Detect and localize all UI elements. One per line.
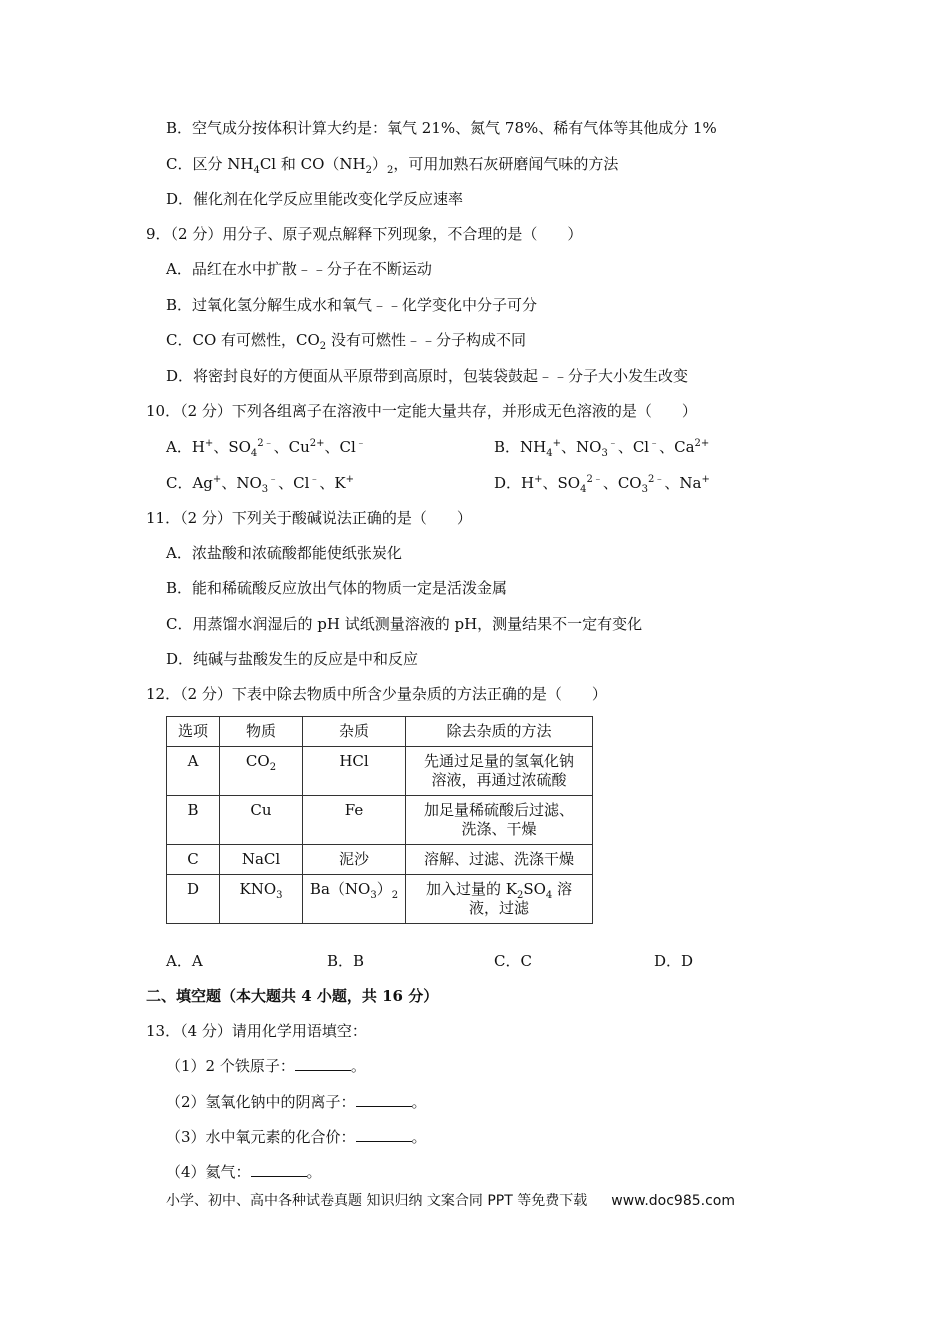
- footer-text: 小学、初中、高中各种试卷真题 知识归纳 文案合同 PPT 等免费下载: [166, 1193, 588, 1209]
- q11-option-b: B．能和稀硫酸反应放出气体的物质一定是活泼金属: [166, 579, 508, 597]
- q12-stem: 12．（2 分）下表中除去物质中所含少量杂质的方法正确的是（ ）: [146, 685, 607, 703]
- table-cell: 加入过量的 $K_2SO_4$ 溶 液，过滤: [406, 875, 593, 924]
- table-row: [167, 796, 593, 845]
- q9-stem: 9．（2 分）用分子、原子观点解释下列现象，不合理的是（ ）: [146, 225, 583, 243]
- table-header: 杂质: [303, 717, 406, 747]
- table-cell: D: [167, 875, 220, 924]
- page-footer: [166, 1191, 735, 1211]
- q12-answer-b: B．B: [327, 952, 365, 970]
- q12-answer-c: C．C: [494, 952, 532, 970]
- q8-option-d: D．催化剂在化学反应里能改变化学反应速率: [166, 190, 464, 208]
- table-cell: 溶解、过滤、洗涤干燥: [406, 845, 593, 875]
- answer-blank[interactable]: [356, 1127, 412, 1142]
- table-row: [167, 875, 593, 924]
- q13-part-4: （4）氦气： 。: [166, 1163, 322, 1181]
- q9-option-a: A．品红在水中扩散﹣﹣分子在不断运动: [166, 260, 432, 278]
- q10-stem: 10．（2 分）下列各组离子在溶液中一定能大量共存，并形成无色溶液的是（ ）: [146, 402, 697, 420]
- table-header-row: [167, 717, 593, 747]
- table-row: [167, 845, 593, 875]
- table-header: 选项: [167, 717, 220, 747]
- table-cell: $Ba(NO_3)_2$: [303, 875, 406, 924]
- q13-part-1: （1）2 个铁原子： 。: [166, 1057, 366, 1075]
- answer-blank[interactable]: [251, 1162, 307, 1177]
- q12-answer-d: D．D: [654, 952, 694, 970]
- table-cell: Cu: [220, 796, 303, 845]
- q12-answer-a: A．A: [166, 952, 203, 970]
- answer-blank[interactable]: [356, 1092, 412, 1107]
- q8-option-b: B．空气成分按体积计算大约是：氧气 21%、氮气 78%、稀有气体等其他成分 1%: [166, 119, 717, 137]
- q10-option-c: C．Ag+、$NO_3^﹣$、Cl﹣、K+: [166, 474, 355, 495]
- q13-part-3: （3）水中氧元素的化合价： 。: [166, 1128, 427, 1146]
- q11-option-d: D．纯碱与盐酸发生的反应是中和反应: [166, 650, 419, 668]
- table-cell: $CO_2$: [220, 747, 303, 796]
- q13-part-2: （2）氢氧化钠中的阴离子： 。: [166, 1093, 427, 1111]
- q9-option-b: B．过氧化氢分解生成水和氧气﹣﹣化学变化中分子可分: [166, 296, 538, 314]
- q11-stem: 11．（2 分）下列关于酸碱说法正确的是（ ）: [146, 509, 472, 527]
- footer-site-link[interactable]: www.doc985.com: [611, 1193, 735, 1209]
- q13-stem: 13．（4 分）请用化学用语填空：: [146, 1022, 367, 1040]
- q9-option-d: D．将密封良好的方便面从平原带到高原时，包装袋鼓起﹣﹣分子大小发生改变: [166, 367, 689, 385]
- table-cell: Fe: [303, 796, 406, 845]
- table-cell: B: [167, 796, 220, 845]
- table-cell: 加足量稀硫酸后过滤、 洗涤、干燥: [406, 796, 593, 845]
- q11-option-a: A．浓盐酸和浓硫酸都能使纸张炭化: [166, 544, 402, 562]
- section-heading: 二、填空题（本大题共 4 小题，共 16 分）: [146, 987, 439, 1005]
- q11-option-c: C．用蒸馏水润湿后的 pH 试纸测量溶液的 pH，测量结果不一定有变化: [166, 615, 643, 633]
- q8-option-c: C．区分 $NH_4Cl$ 和 $CO(NH_2)_2$，可用加熟石灰研磨闻气味的方法: [166, 155, 619, 176]
- table-header: 除去杂质的方法: [406, 717, 593, 747]
- table-cell: A: [167, 747, 220, 796]
- table-cell: C: [167, 845, 220, 875]
- table-row: [167, 747, 593, 796]
- q12-table: [166, 716, 593, 924]
- table-cell: 泥沙: [303, 845, 406, 875]
- table-header: 物质: [220, 717, 303, 747]
- table-cell: $KNO_3$: [220, 875, 303, 924]
- q10-option-a: A．H+、$SO_4^{2﹣}$、$Cu^{2+}$、Cl﹣: [166, 438, 366, 459]
- q10-option-b: B．$NH_4^+$、$NO_3^﹣$、Cl﹣、$Ca^{2+}$: [494, 438, 710, 459]
- table-cell: NaCl: [220, 845, 303, 875]
- q10-option-d: D．H+、$SO_4^{2﹣}$、$CO_3^{2﹣}$、Na+: [494, 474, 710, 495]
- answer-blank[interactable]: [295, 1056, 351, 1071]
- table-cell: 先通过足量的氢氧化钠 溶液，再通过浓硫酸: [406, 747, 593, 796]
- table-cell: HCl: [303, 747, 406, 796]
- q9-option-c: C．CO 有可燃性，$CO_2$ 没有可燃性﹣﹣分子构成不同: [166, 331, 526, 352]
